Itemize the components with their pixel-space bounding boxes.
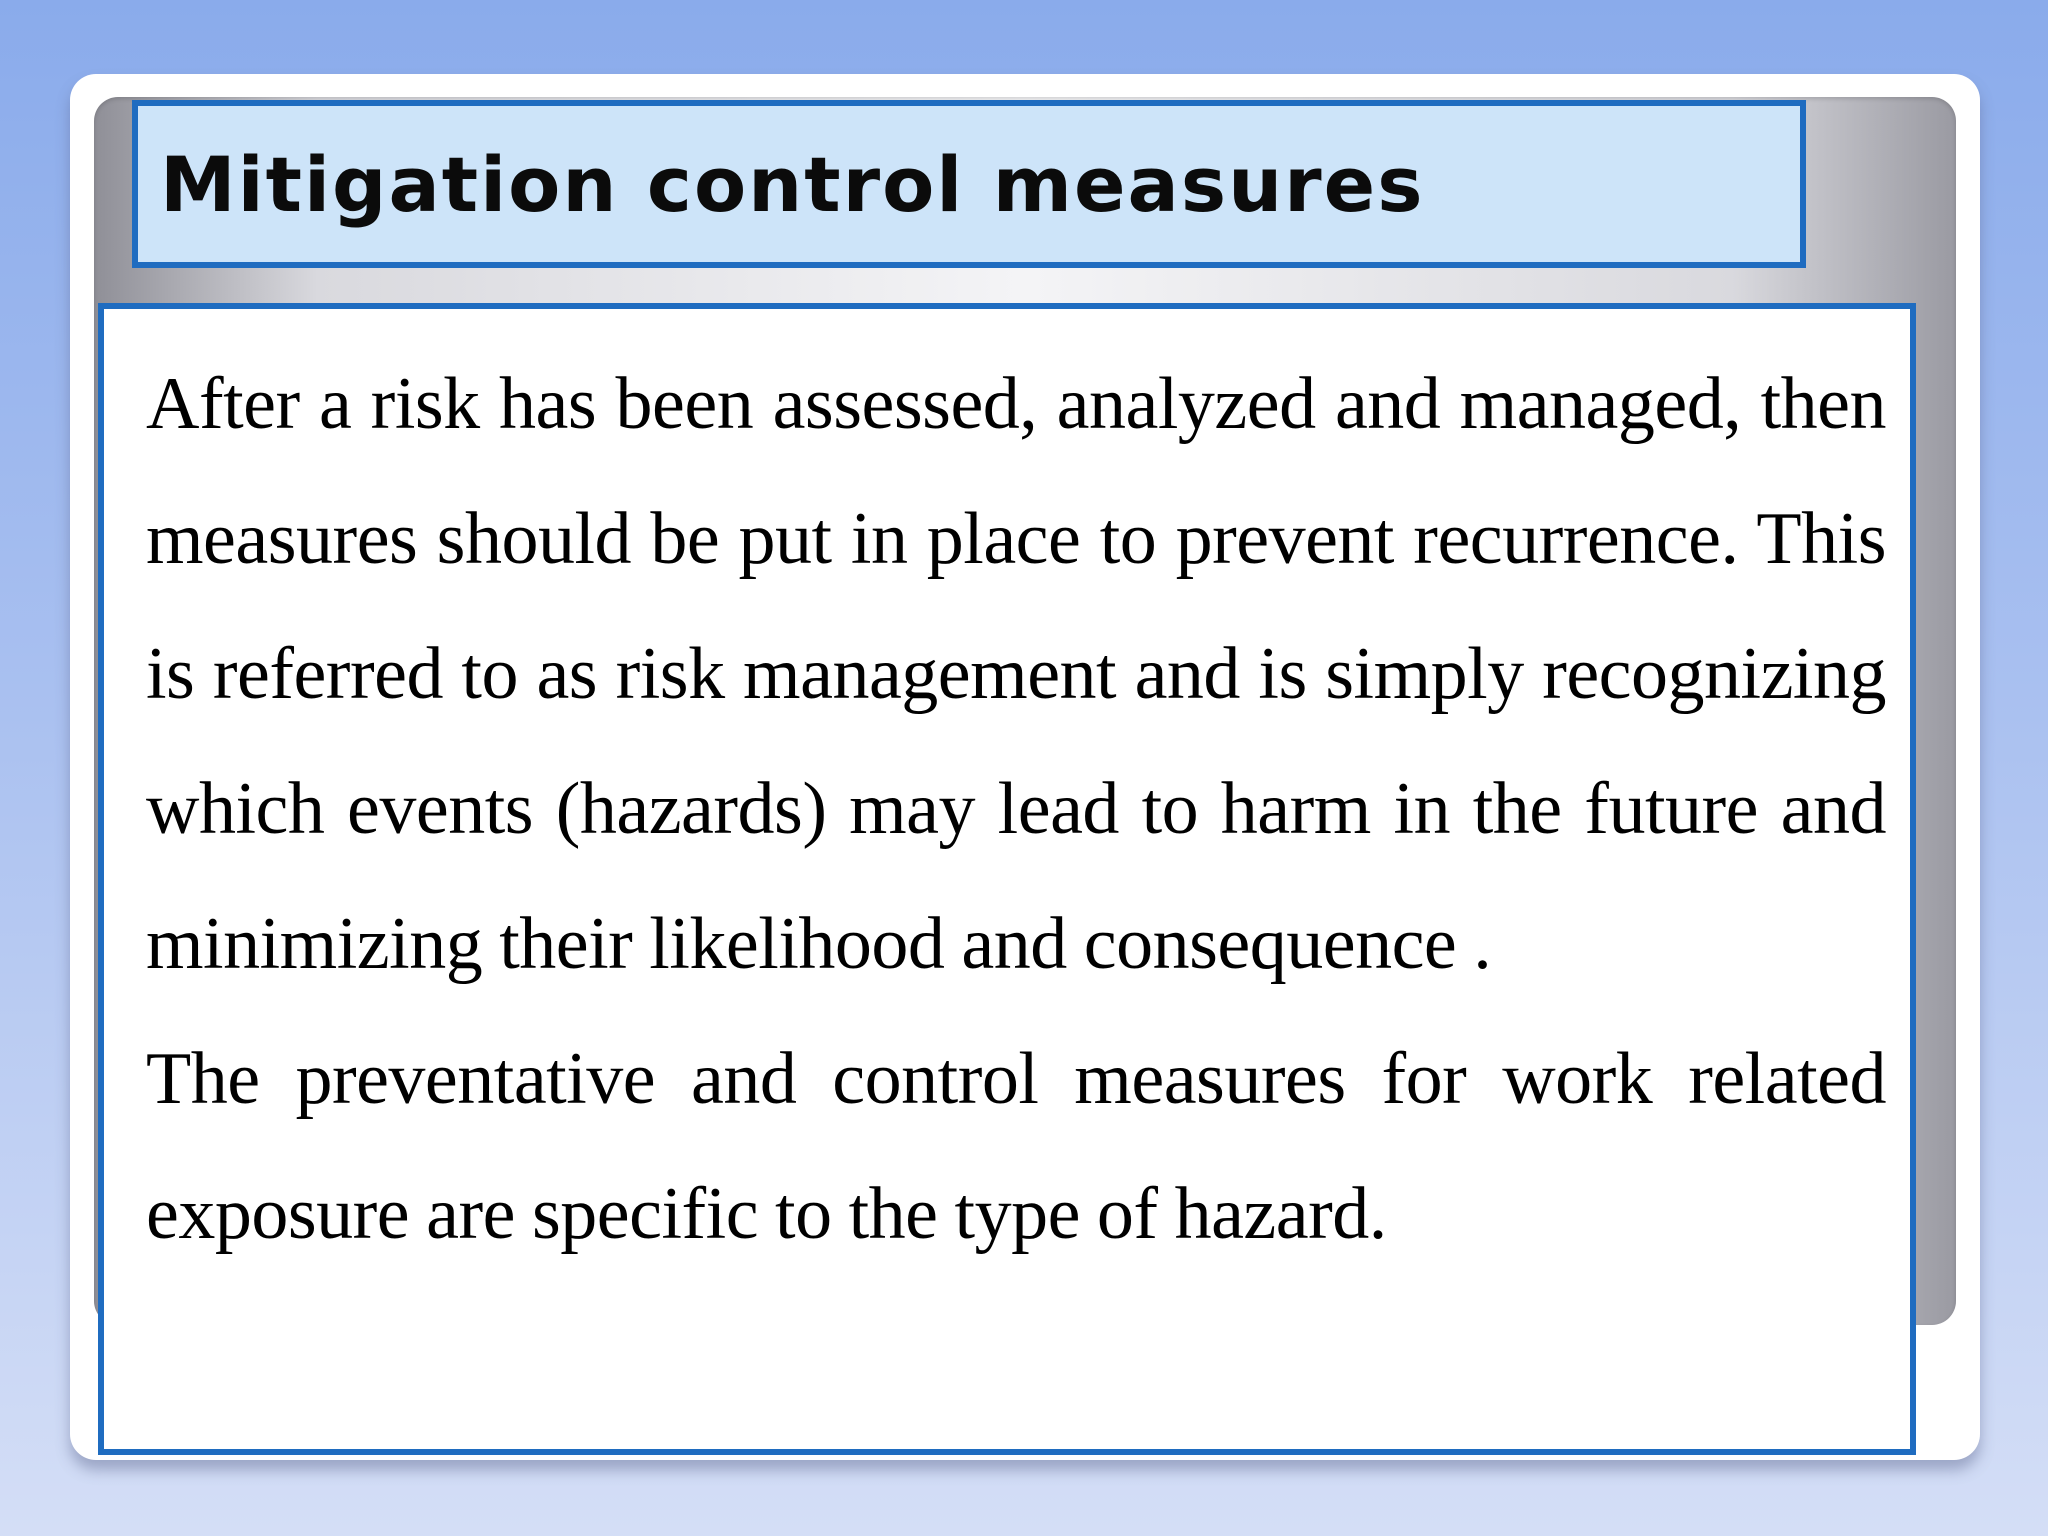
paragraph-risk-management: After a risk has been assessed, analyzed and managed, then measures should be put in place to prevent recurrence. This is referred to as risk management and is simply recognizing which events (hazards) may lead to harm in the future and minimizing their likelihood and consequence . [146, 363, 1886, 985]
title-box [132, 100, 1806, 268]
slide-title: Mitigation control measures [160, 139, 1425, 229]
content-box [98, 303, 1916, 1455]
paragraph-preventative-measures: The preventative and control measures for work related exposure are specific to the type of hazard. [146, 1038, 1886, 1255]
